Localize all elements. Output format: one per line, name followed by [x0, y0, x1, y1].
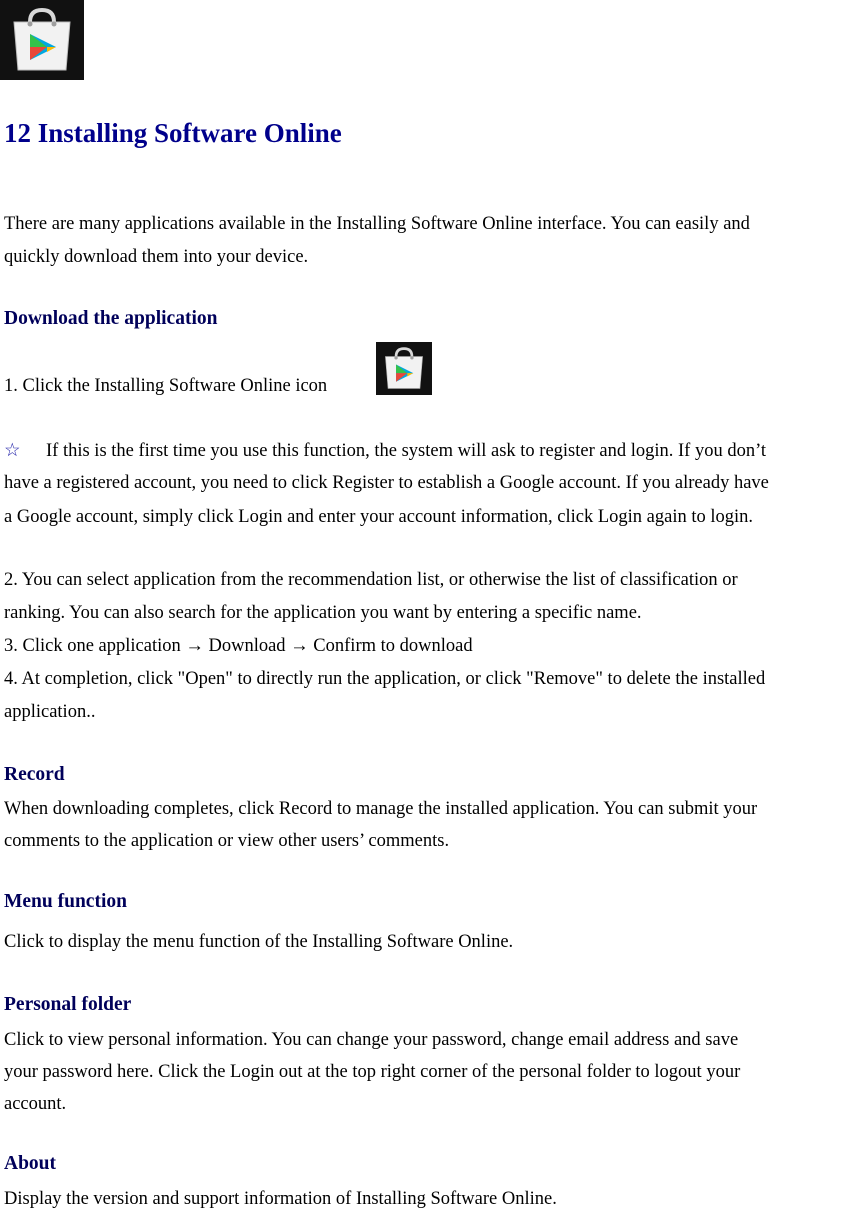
download-heading: Download the application	[4, 308, 218, 329]
play-store-logo-icon	[0, 0, 84, 80]
record-line-1: When downloading completes, click Record to manage the installed application. You can submit your	[4, 799, 758, 819]
intro-line-1: There are many applications available in the Installing Software Online interface. You can easily and	[4, 214, 750, 234]
step-4-line-2: application..	[4, 702, 96, 722]
step-1-text: 1. Click the Installing Software Online icon	[4, 376, 328, 396]
step-3-text: 3. Click one application → Download → Confirm to download	[4, 636, 473, 656]
about-heading: About	[4, 1153, 57, 1174]
personal-heading: Personal folder	[4, 994, 132, 1015]
about-text: Display the version and support information of Installing Software Online.	[4, 1189, 557, 1209]
menu-text: Click to display the menu function of the Installing Software Online.	[4, 932, 514, 952]
step-4-line-1: 4. At completion, click "Open" to directly run the application, or click "Remove" to delete the installed	[4, 669, 766, 689]
note-line-1: If this is the first time you use this function, the system will ask to register and login. If you don’t	[46, 441, 767, 461]
personal-line-1: Click to view personal information. You can change your password, change email address and save	[4, 1030, 739, 1050]
note-line-3: a Google account, simply click Login and enter your account information, click Login again to login.	[4, 507, 754, 527]
note-line-2: have a registered account, you need to click Register to establish a Google account. If you already have	[4, 473, 769, 493]
personal-line-3: account.	[4, 1094, 67, 1114]
star-icon: ☆	[4, 441, 21, 461]
intro-line-2: quickly download them into your device.	[4, 247, 309, 267]
record-heading: Record	[4, 764, 65, 785]
step-2-line-2: ranking. You can also search for the application you want by entering a specific name.	[4, 603, 642, 623]
page-title: 12 Installing Software Online	[4, 118, 342, 148]
step-2-line-1: 2. You can select application from the recommendation list, or otherwise the list of classification or	[4, 570, 738, 590]
play-store-inline-icon	[376, 342, 432, 395]
personal-line-2: your password here. Click the Login out at the top right corner of the personal folder to logout your	[4, 1062, 741, 1082]
record-line-2: comments to the application or view other users’ comments.	[4, 831, 450, 851]
menu-heading: Menu function	[4, 891, 127, 912]
